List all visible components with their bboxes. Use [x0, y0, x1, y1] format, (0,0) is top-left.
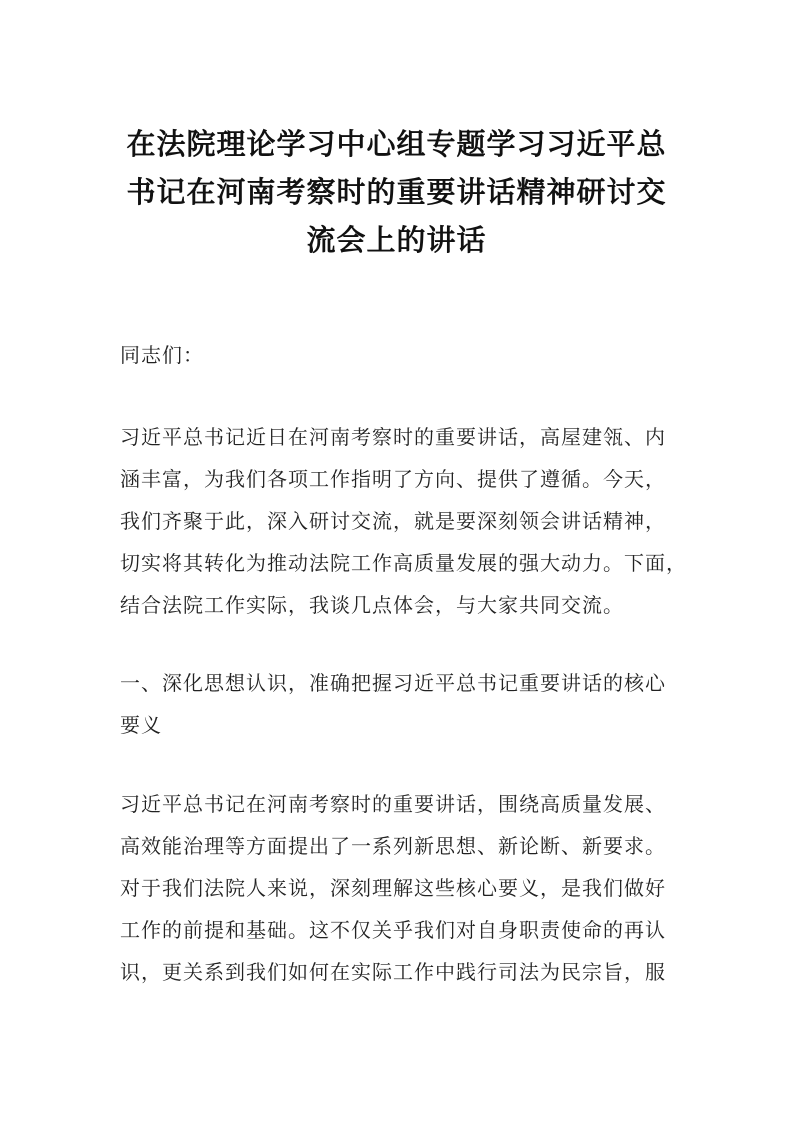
- paragraph-line: 切实将其转化为推动法院工作高质量发展的强大动力。下面，: [120, 551, 687, 575]
- paragraph-line: 识，更关系到我们如何在实际工作中践行司法为民宗旨，服: [120, 960, 666, 984]
- paragraph-line: 高效能治理等方面提出了一系列新思想、新论断、新要求。: [120, 834, 666, 858]
- paragraph-line: 习近平总书记在河南考察时的重要讲话，围绕高质量发展、: [120, 792, 666, 816]
- document-title: [100, 120, 693, 264]
- section-1-paragraph: [120, 783, 690, 993]
- title-line: 书记在河南考察时的重要讲话精神研讨交: [126, 175, 667, 209]
- paragraph-line: 对于我们法院人来说，深刻理解这些核心要义，是我们做好: [120, 876, 666, 900]
- section-heading-1: [120, 662, 690, 746]
- paragraph-line: 结合法院工作实际，我谈几点体会，与大家共同交流。: [120, 593, 624, 617]
- salutation: [120, 334, 690, 376]
- paragraph-line: 习近平总书记近日在河南考察时的重要讲话，高屋建瓴、内: [120, 425, 666, 449]
- title-line: 流会上的讲话: [306, 223, 487, 257]
- paragraph-line: 涵丰富，为我们各项工作指明了方向、提供了遵循。今天，: [120, 467, 666, 491]
- intro-paragraph: [120, 416, 690, 626]
- salutation-text: 同志们：: [120, 343, 204, 367]
- paragraph-line: 工作的前提和基础。这不仅关乎我们对自身职责使命的再认: [120, 918, 666, 942]
- heading-line: 一、深化思想认识，准确把握习近平总书记重要讲话的核心: [120, 671, 666, 695]
- heading-line: 要义: [120, 713, 162, 737]
- title-line: 在法院理论学习中心组专题学习习近平总: [126, 127, 667, 161]
- paragraph-line: 我们齐聚于此，深入研讨交流，就是要深刻领会讲话精神，: [120, 509, 666, 533]
